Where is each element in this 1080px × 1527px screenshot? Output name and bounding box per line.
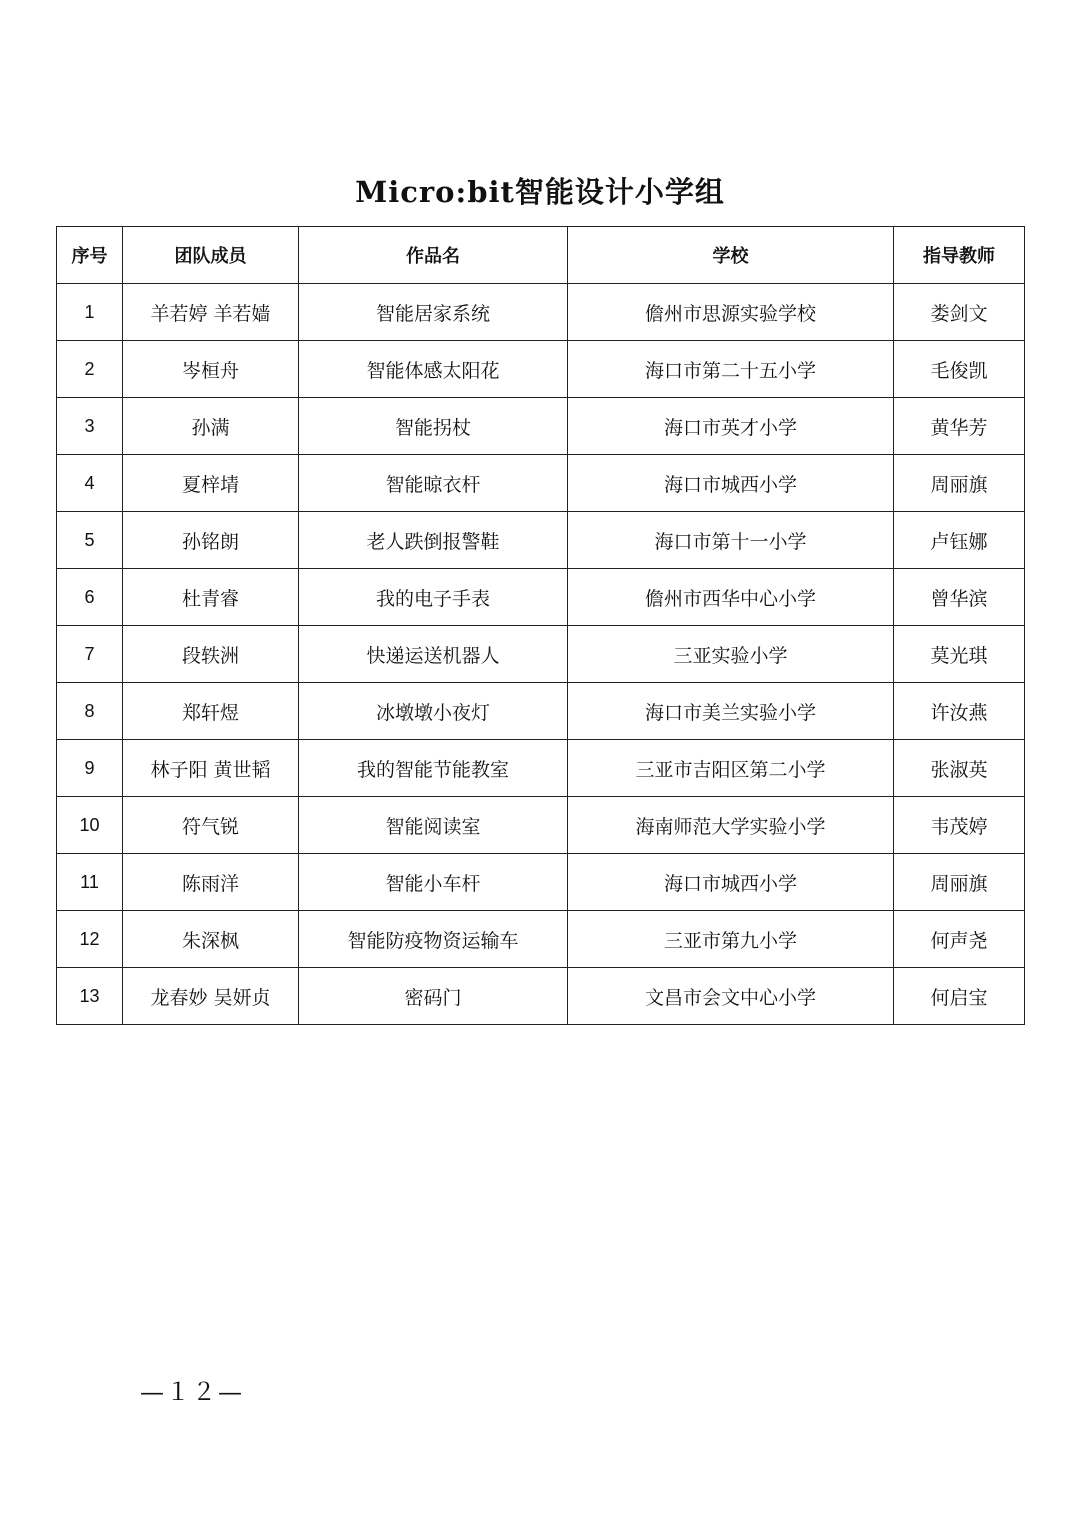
- cell-work-name: 冰墩墩小夜灯: [299, 683, 568, 740]
- cell-team-members: 杜青睿: [123, 569, 299, 626]
- cell-team-members: 林子阳 黄世韬: [123, 740, 299, 797]
- table-row: [57, 911, 1025, 968]
- header-school: 学校: [568, 227, 894, 284]
- cell-school: 海口市英才小学: [568, 398, 894, 455]
- page-number: —１２—: [140, 1378, 244, 1406]
- cell-advisor: 娄剑文: [894, 284, 1025, 341]
- table-row: [57, 569, 1025, 626]
- cell-advisor: 张淑英: [894, 740, 1025, 797]
- cell-team-members: 孙满: [123, 398, 299, 455]
- header-team-members: 团队成员: [123, 227, 299, 284]
- cell-school: 海口市第二十五小学: [568, 341, 894, 398]
- table-row: [57, 512, 1025, 569]
- cell-team-members: 朱深枫: [123, 911, 299, 968]
- cell-index: 7: [57, 626, 123, 683]
- table-row: [57, 455, 1025, 512]
- cell-index: 1: [57, 284, 123, 341]
- cell-team-members: 龙春妙 吴妍贞: [123, 968, 299, 1025]
- cell-index: 8: [57, 683, 123, 740]
- cell-index: 4: [57, 455, 123, 512]
- cell-school: 儋州市思源实验学校: [568, 284, 894, 341]
- cell-school: 三亚实验小学: [568, 626, 894, 683]
- cell-index: 10: [57, 797, 123, 854]
- cell-work-name: 智能防疫物资运输车: [299, 911, 568, 968]
- cell-advisor: 莫光琪: [894, 626, 1025, 683]
- table-row: [57, 341, 1025, 398]
- cell-work-name: 智能体感太阳花: [299, 341, 568, 398]
- cell-work-name: 我的电子手表: [299, 569, 568, 626]
- table-row: [57, 626, 1025, 683]
- cell-work-name: 智能拐杖: [299, 398, 568, 455]
- cell-school: 文昌市会文中心小学: [568, 968, 894, 1025]
- page-title: Micro:bit智能设计小学组: [355, 175, 725, 209]
- cell-work-name: 智能晾衣杆: [299, 455, 568, 512]
- cell-school: 三亚市第九小学: [568, 911, 894, 968]
- cell-advisor: 毛俊凯: [894, 341, 1025, 398]
- cell-work-name: 智能阅读室: [299, 797, 568, 854]
- cell-index: 13: [57, 968, 123, 1025]
- cell-work-name: 智能小车杆: [299, 854, 568, 911]
- cell-school: 三亚市吉阳区第二小学: [568, 740, 894, 797]
- cell-index: 3: [57, 398, 123, 455]
- table-row: [57, 398, 1025, 455]
- cell-team-members: 陈雨洋: [123, 854, 299, 911]
- cell-school: 海口市美兰实验小学: [568, 683, 894, 740]
- table-row: [57, 797, 1025, 854]
- cell-team-members: 羊若婷 羊若嫱: [123, 284, 299, 341]
- header-work-name: 作品名: [299, 227, 568, 284]
- cell-work-name: 快递运送机器人: [299, 626, 568, 683]
- cell-work-name: 智能居家系统: [299, 284, 568, 341]
- cell-index: 6: [57, 569, 123, 626]
- table-row: [57, 683, 1025, 740]
- cell-advisor: 许汝燕: [894, 683, 1025, 740]
- cell-team-members: 夏梓埥: [123, 455, 299, 512]
- cell-team-members: 孙铭朗: [123, 512, 299, 569]
- cell-index: 2: [57, 341, 123, 398]
- cell-index: 5: [57, 512, 123, 569]
- cell-team-members: 郑轩煜: [123, 683, 299, 740]
- cell-advisor: 韦茂婷: [894, 797, 1025, 854]
- cell-school: 海口市第十一小学: [568, 512, 894, 569]
- cell-advisor: 卢钰娜: [894, 512, 1025, 569]
- cell-advisor: 曾华滨: [894, 569, 1025, 626]
- cell-school: 海口市城西小学: [568, 455, 894, 512]
- cell-index: 11: [57, 854, 123, 911]
- cell-advisor: 周丽旗: [894, 455, 1025, 512]
- table-body: [57, 284, 1025, 1025]
- table-row: [57, 284, 1025, 341]
- cell-school: 儋州市西华中心小学: [568, 569, 894, 626]
- header-index: 序号: [57, 227, 123, 284]
- table-row: [57, 854, 1025, 911]
- cell-school: 海口市城西小学: [568, 854, 894, 911]
- cell-work-name: 我的智能节能教室: [299, 740, 568, 797]
- cell-index: 12: [57, 911, 123, 968]
- cell-work-name: 老人跌倒报警鞋: [299, 512, 568, 569]
- cell-advisor: 黄华芳: [894, 398, 1025, 455]
- table-row: [57, 968, 1025, 1025]
- cell-team-members: 段轶洲: [123, 626, 299, 683]
- cell-advisor: 何声尧: [894, 911, 1025, 968]
- results-table: [56, 226, 1025, 1025]
- cell-team-members: 岑桓舟: [123, 341, 299, 398]
- header-advisor: 指导教师: [894, 227, 1025, 284]
- cell-advisor: 周丽旗: [894, 854, 1025, 911]
- cell-index: 9: [57, 740, 123, 797]
- table-header-row: [57, 227, 1025, 284]
- cell-school: 海南师范大学实验小学: [568, 797, 894, 854]
- cell-team-members: 符气锐: [123, 797, 299, 854]
- cell-advisor: 何启宝: [894, 968, 1025, 1025]
- table-row: [57, 740, 1025, 797]
- cell-work-name: 密码门: [299, 968, 568, 1025]
